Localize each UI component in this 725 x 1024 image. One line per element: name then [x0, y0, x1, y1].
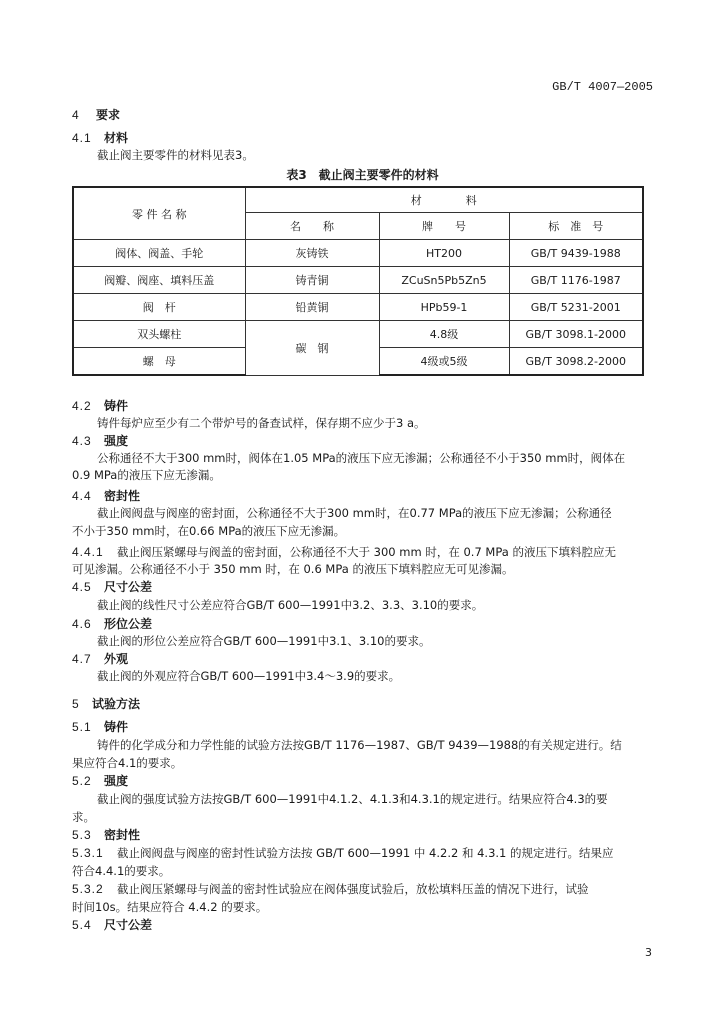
section-4-5-title: 尺寸公差: [104, 580, 153, 594]
section-4-3-text-line-1: 公称通径不大于300 mm时，阀体在1.05 MPa的液压下应无渗漏；公称通径不小于350 mm时，阀体在: [97, 451, 626, 465]
table-cell-grade: 4.8级: [379, 321, 509, 348]
section-5-number: 5: [72, 697, 80, 711]
section-5-3-2-number: 5.3.2: [72, 882, 104, 896]
section-5-2-title: 强度: [104, 774, 129, 788]
section-5-4-title: 尺寸公差: [104, 918, 153, 932]
table-row: [73, 321, 643, 348]
table-cell-name: 铅黄铜: [245, 294, 379, 321]
section-4-6-number: 4.6: [72, 617, 92, 631]
table-header-part: 零 件 名 称: [73, 187, 245, 240]
section-5-1-text-line-1: 铸件的化学成分和力学性能的试验方法按GB/T 1176—1987、GB/T 9439—1988的有关规定进行。结: [97, 738, 622, 752]
section-5-4-number: 5.4: [72, 918, 92, 932]
section-4-4-text-line-1: 截止阀阀盘与阀座的密封面，公称通径不大于300 mm时，在0.77 MPa的液压下应无渗漏；公称通径: [97, 506, 612, 520]
section-4-4-number: 4.4: [72, 489, 92, 503]
section-4-4-title: 密封性: [104, 489, 141, 503]
table-row: [73, 240, 643, 267]
section-4-3-title: 强度: [104, 434, 129, 448]
table-cell-part: 阀 杆: [73, 294, 245, 321]
section-4-number: 4: [72, 108, 80, 122]
table-cell-grade: HPb59-1: [379, 294, 509, 321]
section-5-title: 试验方法: [92, 697, 141, 711]
section-4-1-text: 截止阀主要零件的材料见表3。: [97, 148, 254, 162]
section-5-2-number: 5.2: [72, 774, 92, 788]
table-cell-standard: GB/T 5231-2001: [509, 294, 643, 321]
section-4-7-text: 截止阀的外观应符合GB/T 600—1991中3.4～3.9的要求。: [97, 669, 401, 683]
section-4-1-number: 4.1: [72, 131, 92, 145]
section-4-7-title: 外观: [104, 652, 129, 666]
section-5-3-title: 密封性: [104, 828, 141, 842]
section-4-4-text-line-2: 不小于350 mm时，在0.66 MPa的液压下应无渗漏。: [72, 524, 346, 538]
table-cell-name: 铸青铜: [245, 267, 379, 294]
table-cell-standard: GB/T 9439-1988: [509, 240, 643, 267]
section-4-2-title: 铸件: [104, 399, 129, 413]
table-cell-part: 阀体、阀盖、手轮: [73, 240, 245, 267]
section-5-3-2-text-line-2: 时间10s。结果应符合 4.4.2 的要求。: [72, 900, 268, 914]
table-cell-grade: ZCuSn5Pb5Zn5: [379, 267, 509, 294]
section-5-2-text-line-1: 截止阀的强度试验方法按GB/T 600—1991中4.1.2、4.1.3和4.3.1的规定进行。结果应符合4.3的要: [97, 792, 608, 806]
table-header-material: 材 料: [245, 187, 643, 213]
table-header-grade: 牌 号: [379, 213, 509, 240]
table-cell-part: 双头螺柱: [73, 321, 245, 348]
section-4-3-text-line-2: 0.9 MPa的液压下应无渗漏。: [72, 468, 221, 482]
section-4-4-1-text-line-1: 截止阀压紧螺母与阀盖的密封面，公称通径不大于 300 mm 时，在 0.7 MPa 的液压下填料腔应无: [117, 545, 616, 559]
table-cell-name: 灰铸铁: [245, 240, 379, 267]
section-4-7-number: 4.7: [72, 652, 92, 666]
section-5-2-text-line-2: 求。: [72, 810, 95, 824]
table-row: [73, 294, 643, 321]
section-4-6-title: 形位公差: [104, 617, 153, 631]
table-header-standard: 标 准 号: [509, 213, 643, 240]
section-5-1-text-line-2: 果应符合4.1的要求。: [72, 756, 183, 770]
materials-table: [72, 186, 644, 376]
section-4-6-text: 截止阀的形位公差应符合GB/T 600—1991中3.1、3.10的要求。: [97, 634, 431, 648]
section-4-5-text: 截止阀的线性尺寸公差应符合GB/T 600—1991中3.2、3.3、3.10的要求。: [97, 598, 484, 612]
section-4-2-text: 铸件每炉应至少有二个带炉号的备查试样，保存期不应少于3 a。: [97, 416, 426, 430]
section-4-4-1-number: 4.4.1: [72, 545, 104, 559]
section-5-3-2-text-line-1: 截止阀压紧螺母与阀盖的密封性试验应在阀体强度试验后，放松填料压盖的情况下进行，试验: [117, 882, 589, 896]
section-5-3-number: 5.3: [72, 828, 92, 842]
section-4-5-number: 4.5: [72, 580, 92, 594]
table-cell-grade: HT200: [379, 240, 509, 267]
section-5-1-number: 5.1: [72, 720, 92, 734]
table-cell-part: 螺 母: [73, 348, 245, 376]
section-4-3-number: 4.3: [72, 434, 92, 448]
section-5-1-title: 铸件: [104, 720, 129, 734]
table-cell-standard: GB/T 3098.1-2000: [509, 321, 643, 348]
section-5-3-1-text-line-1: 截止阀阀盘与阀座的密封性试验方法按 GB/T 600—1991 中 4.2.2 和 4.3.1 的规定进行。结果应: [117, 846, 614, 860]
section-5-3-1-text-line-2: 符合4.4.1的要求。: [72, 864, 171, 878]
section-4-1-title: 材料: [104, 131, 129, 145]
table-header-name: 名 称: [245, 213, 379, 240]
table-cell-part: 阀瓣、阀座、填料压盖: [73, 267, 245, 294]
table-row: [73, 267, 643, 294]
table-cell-standard: GB/T 3098.2-2000: [509, 348, 643, 376]
section-4-2-number: 4.2: [72, 399, 92, 413]
page-number: 3: [645, 946, 652, 959]
table-cell-name: 碳 钢: [245, 321, 379, 376]
section-5-3-1-number: 5.3.1: [72, 846, 104, 860]
section-4-4-1-text-line-2: 可见渗漏。公称通径不小于 350 mm 时，在 0.6 MPa 的液压下填料腔应无可见渗漏。: [72, 562, 514, 576]
table-cell-standard: GB/T 1176-1987: [509, 267, 643, 294]
table-cell-grade: 4级或5级: [379, 348, 509, 376]
table-3-title: 表3 截止阀主要零件的材料: [286, 168, 439, 182]
section-4-title: 要求: [96, 108, 121, 122]
document-code: GB/T 4007—2005: [552, 80, 653, 94]
